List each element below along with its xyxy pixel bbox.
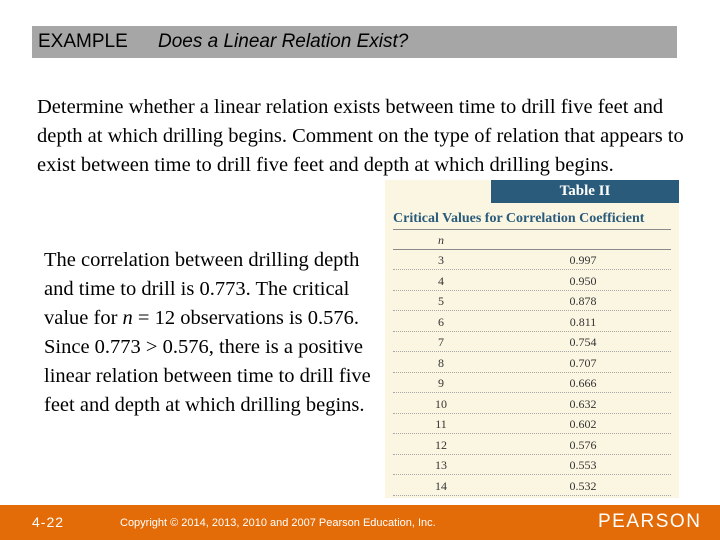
table-cell-n: 6: [438, 314, 444, 329]
table-cell-n: 11: [435, 417, 447, 431]
example-label: EXAMPLE: [38, 31, 128, 52]
table-cell-value: 0.754: [569, 335, 597, 349]
slide-number: 4-22: [32, 514, 65, 530]
table-cell-value: 0.878: [569, 294, 597, 308]
table-row: [393, 291, 671, 311]
table-cell-n: 9: [438, 376, 444, 390]
table-cell-value: 0.553: [569, 458, 597, 472]
table-cell-n: 10: [435, 396, 447, 411]
table-cell-value: 0.576: [569, 437, 597, 452]
table-row: [393, 394, 671, 414]
table-row: [393, 455, 671, 475]
table-row: [393, 435, 671, 455]
answer-n-variable: n: [122, 307, 133, 329]
table-cell-value: 0.950: [569, 273, 597, 288]
table-cell-n: 7: [438, 335, 444, 349]
table-cell-value: 0.707: [569, 355, 597, 370]
table-cell-n: 14: [435, 478, 447, 493]
table-cell-n: 13: [435, 458, 447, 472]
table-cell-value: 0.997: [569, 253, 597, 267]
problem-text: Determine whether a linear relation exists between time to drill five feet and depth at which drilling begins. Comment on the type of relation that appears to exist between time to drill five feet and depth at which drilling begins.: [37, 96, 684, 176]
critical-values-table: [385, 180, 679, 498]
table-cell-n: 3: [438, 253, 444, 267]
table-row: [393, 414, 671, 434]
header-bar: [32, 26, 677, 58]
table-cell-n: 4: [438, 273, 444, 288]
table-cell-value: 0.602: [569, 417, 597, 431]
table-cell-value: 0.532: [569, 478, 597, 493]
slide-title: Does a Linear Relation Exist?: [158, 31, 409, 52]
table-row: [393, 312, 671, 332]
table-top-rule: [393, 229, 671, 230]
pearson-logo: PEARSON: [598, 511, 702, 532]
table-cell-value: 0.811: [569, 314, 597, 329]
table-row: [393, 476, 671, 496]
table-row: [393, 271, 671, 291]
table-title: Critical Values for Correlation Coefficient: [393, 211, 645, 226]
table-row: [393, 373, 671, 393]
answer-text: [44, 246, 379, 420]
table-cell-n: 5: [438, 294, 444, 308]
table-cell-value: 0.632: [569, 396, 597, 411]
answer-part1: The correlation between drilling depth and time to drill is 0.773. The critical value for: [44, 249, 360, 329]
table-cell-value: 0.666: [569, 376, 597, 390]
table-row: [393, 332, 671, 352]
footer-bar: [0, 505, 720, 540]
table-cell-n: 8: [438, 355, 444, 370]
table-row: [393, 250, 671, 270]
table-cell-n: 12: [435, 437, 447, 452]
row-separator: [393, 495, 671, 496]
table-n-header: n: [438, 233, 444, 247]
table-row: [393, 353, 671, 373]
copyright-text: Copyright © 2014, 2013, 2010 and 2007 Pearson Education, Inc.: [120, 517, 436, 529]
answer-part2: = 12 observations is 0.576. Since 0.773 > 0.576, there is a positive linear relation between time to drill five feet and depth at which drilling begins.: [44, 307, 371, 416]
table-tab-label: Table II: [491, 180, 679, 203]
